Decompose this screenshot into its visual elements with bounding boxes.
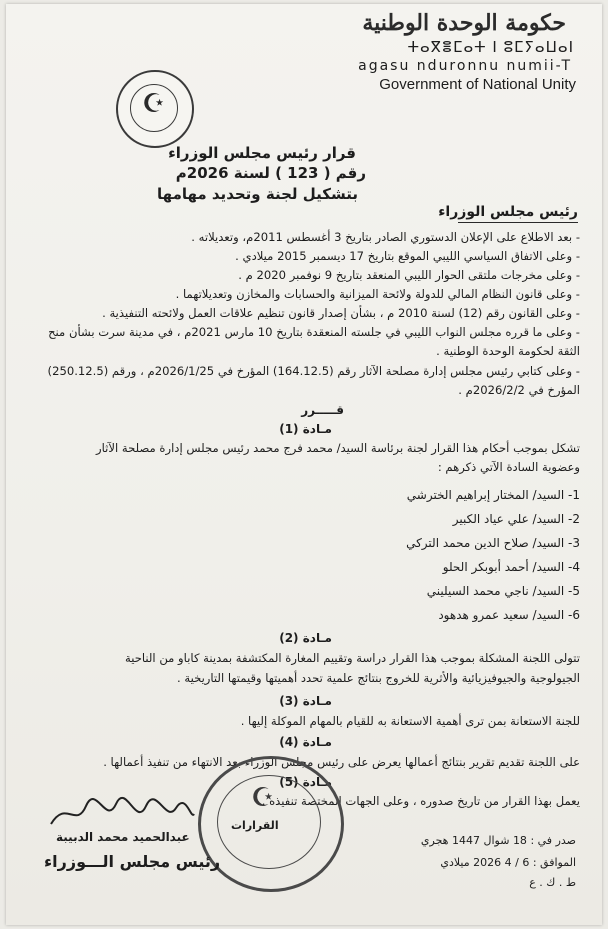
article-3-heading: مـادة (3) — [279, 694, 332, 708]
article-2-heading: مـادة (2) — [279, 631, 332, 645]
article-2-text: الجيولوجية والجيوفيزيائية والأثرية للخروج بنتائج علمية تحدد أهميتها وقيمتها التاريخية . — [177, 671, 580, 685]
signatory-title: رئيس مجلس الـــوزراء — [44, 852, 221, 871]
preamble-line: - وعلى القانون رقم (12) لسنة 2010 م ، بشأن إصدار قانون تنظيم علاقات العمل ولائحته التنفيذية . — [102, 306, 580, 320]
preamble-line: - وعلى الاتفاق السياسي الليبي الموقع بتاريخ 17 ديسمبر 2015 ميلادي . — [235, 249, 580, 263]
article-4-heading: مـادة (4) — [279, 735, 332, 749]
article-5-text: يعمل بهذا القرار من تاريخ صدوره ، وعلى الجهات المختصة تنفيذه . — [261, 794, 580, 808]
preamble-line: - وعلى قانون النظام المالي للدولة ولائحة الميزانية والحسابات والمخازن وتعديلاتهما . — [175, 287, 580, 301]
preamble-line: المؤرخ في 2026/2/2م . — [458, 383, 580, 397]
member-item: 4- السيد/ أحمد أبوبكر الحلو — [442, 560, 580, 574]
decision-title: قرار رئيس مجلس الوزراء — [168, 144, 356, 162]
preamble-line: - وعلى كتابي رئيس مجلس إدارة مصلحة الآثار رقم (164.12.5) المؤرخ في 2026/1/25م ، ورقم (250.12.5) — [47, 364, 580, 378]
article-2-text: تتولى اللجنة المشكلة بموجب هذا القرار دراسة وتقييم المغارة المكتشفة بمدينة كاباو من الناحية — [124, 651, 580, 665]
member-item: 6- السيد/ سعيد عمرو هدهود — [438, 608, 580, 622]
government-emblem-icon: ☪ — [116, 70, 194, 148]
issuer-underline — [458, 222, 578, 223]
article-1-heading: مـادة (1) — [279, 422, 332, 436]
document-page — [6, 4, 602, 925]
issued-place: ط . ك . ع — [529, 876, 576, 889]
preamble-line: الثقة لحكومة الوحدة الوطنية . — [436, 344, 580, 358]
member-item: 2- السيد/ علي عياد الكبير — [452, 512, 580, 526]
signature-scribble-icon — [46, 794, 196, 834]
decision-subject: بتشكيل لجنة وتحديد مهامها — [157, 185, 358, 203]
official-seal: ☪ القرارات — [198, 756, 344, 892]
signatory-name: عبدالحميد محمد الدبيبة — [56, 830, 190, 844]
article-1-text: وعضوية السادة الآتي ذكرهم : — [437, 460, 580, 474]
preamble-line: - وعلى ما قرره مجلس النواب الليبي في جلسته المنعقدة بتاريخ 10 مارس 2021م ، في مدينة سرت بشأن منح — [48, 325, 580, 339]
decided-heading: قـــــرر — [301, 403, 344, 417]
preamble-line: - وعلى مخرجات ملتقى الحوار الليبي المنعقد بتاريخ 9 نوفمبر 2020 م . — [238, 268, 580, 282]
article-5-heading: مـادة (5) — [279, 775, 332, 789]
header-latin: agasu nduronnu numii-T — [358, 58, 572, 74]
member-item: 1- السيد/ المختار إبراهيم الخترشي — [406, 488, 580, 502]
member-item: 5- السيد/ ناجي محمد السيليني — [426, 584, 580, 598]
header-tifinagh: ⵜⴰⴳⴻⵎⴰⵜ ⵏ ⵓⵎⵢⴰⵡⴰⵏ — [407, 38, 574, 56]
preamble-line: - بعد الاطلاع على الإعلان الدستوري الصادر بتاريخ 3 أغسطس 2011م، وتعديلاته . — [191, 230, 580, 244]
decision-number: رقم ( 123 ) لسنة 2026م — [175, 164, 366, 182]
header-arabic: حكومة الوحدة الوطنية — [362, 10, 566, 36]
issued-date-gregorian: الموافق : 6 / 4 2026 ميلادي — [440, 856, 576, 869]
article-3-text: للجنة الاستعانة بمن ترى أهمية الاستعانة به للقيام بالمهام الموكلة إليها . — [240, 714, 580, 728]
issued-date-hijri: صدر في : 18 شوال 1447 هجري — [420, 834, 576, 847]
header-english: Government of National Unity — [379, 76, 576, 93]
member-item: 3- السيد/ صلاح الدين محمد التركي — [406, 536, 580, 550]
article-4-text: على اللجنة تقديم تقرير بنتائج أعمالها يعرض على رئيس مجلس الوزراء بعد الانتهاء من تنفيذ أعمالها . — [103, 755, 580, 769]
article-1-text: تشكل بموجب أحكام هذا القرار لجنة برئاسة السيد/ محمد فرج محمد رئيس مجلس إدارة مصلحة الآثار — [96, 441, 580, 455]
issuer-heading: رئيس مجلس الوزراء — [438, 204, 578, 220]
